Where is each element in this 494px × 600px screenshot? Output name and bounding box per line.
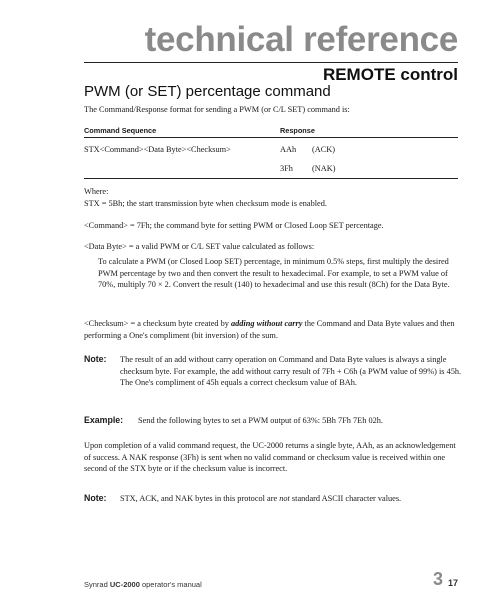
footer-manual-title xyxy=(84,580,202,589)
note2-after: standard ASCII character values. xyxy=(289,494,402,503)
where-label: Where: xyxy=(84,187,109,196)
footer-manual: operator's manual xyxy=(141,580,202,589)
section-heading: PWM (or SET) percentage command xyxy=(84,83,331,100)
note2-before: STX, ACK, and NAK bytes in this protocol are xyxy=(120,494,280,503)
response-desc-ack: (ACK) xyxy=(312,145,336,154)
example-text: Send the following bytes to set a PWM output of 63%: 5Bh 7Fh 7Eh 02h. xyxy=(138,416,383,425)
note-text: The result of an add without carry operation on Command and Data Byte values is always a single checksum byte. For example, the add without carry result of 7Fh + C6h (a PWM value of 99%) is 45h. The One's compliment of 45h equals a correct checksum value of BAh. xyxy=(120,355,462,387)
note2-text xyxy=(120,493,462,505)
table-bottom-rule xyxy=(84,178,458,179)
footer-section-number: 3 xyxy=(432,569,443,589)
table-header-command: Command Sequence xyxy=(84,126,157,135)
footer-model: UC-2000 xyxy=(109,580,140,589)
note-label: Note: xyxy=(84,354,107,364)
databyte-definition: <Data Byte> = a valid PWM or C/L SET value calculated as follows: xyxy=(84,242,315,251)
table-header-response: Response xyxy=(280,126,315,135)
response-code-nak: 3Fh xyxy=(280,164,293,173)
response-code-ack: AAh xyxy=(280,145,297,154)
footer-brand: Synrad xyxy=(84,580,108,589)
intro-text: The Command/Response format for sending a PWM (or C/L SET) command is: xyxy=(84,105,350,114)
header-rule xyxy=(84,62,458,63)
table-command-sequence: STX<Command><Data Byte><Checksum> xyxy=(84,145,231,154)
response-desc-nak: (NAK) xyxy=(312,164,336,173)
databyte-calculation: To calculate a PWM (or Closed Loop SET) percentage, in minimum 0.5% steps, first multiply the desired PWM percentage by two and then convert the result to hexadecimal. For example, to set a PWM value of 70%, multiply 70 × 2. Convert the result (140) to hexadecimal and use this result (8Ch) for the Data Byte. xyxy=(98,257,450,289)
checksum-def-before: <Checksum> = a checksum byte created by xyxy=(84,319,231,328)
stx-definition: STX = 5Bh; the start transmission byte when checksum mode is enabled. xyxy=(84,199,327,208)
note2-emphasis: not xyxy=(279,494,290,503)
footer-page-number: 17 xyxy=(447,578,458,588)
checksum-definition xyxy=(84,318,460,341)
page-title: technical reference xyxy=(144,20,458,59)
page-subtitle: REMOTE control xyxy=(322,65,458,84)
checksum-def-after: the Command and Data Byte values and then performing a One's compliment (bit inversion) of the sum. xyxy=(84,319,455,340)
command-definition: <Command> = 7Fh; the command byte for setting PWM or Closed Loop SET percentage. xyxy=(84,221,384,230)
note2-label: Note: xyxy=(84,493,107,503)
checksum-def-emphasis: adding without carry xyxy=(230,319,303,328)
example-label: Example: xyxy=(84,415,124,425)
table-header-rule xyxy=(84,137,458,138)
completion-text: Upon completion of a valid command request, the UC-2000 returns a single byte, AAh, as an acknowledgement of success. A NAK response (3Fh) is sent when no valid command or checksum value is received within one second of the STX byte or if the checksum value is incorrect. xyxy=(84,441,456,473)
